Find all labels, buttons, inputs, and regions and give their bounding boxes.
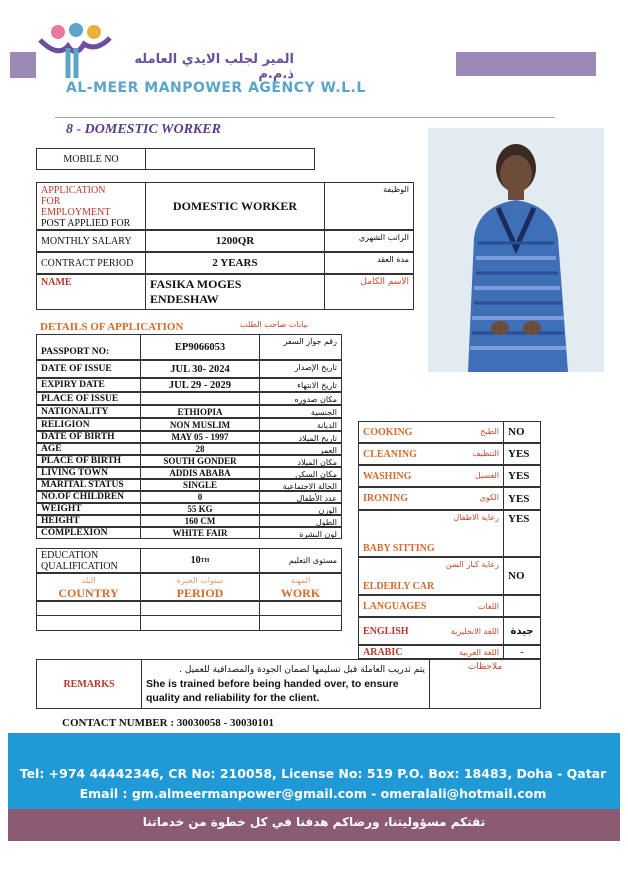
skill-ar: رعاية كبار السن (445, 560, 499, 569)
name-label: NAME (36, 274, 146, 310)
english-ar: اللغة الانجليزية (450, 626, 499, 636)
remarks-en-line2: quality and reliability for the client. (146, 692, 320, 704)
contract-ar-text: مدة العقد (377, 255, 409, 264)
detail-ar-text: الحالة الاجتماعية (282, 482, 337, 491)
company-name-arabic: المير لجلب الايدي العامله ذ.م.م (134, 52, 294, 82)
languages-header (358, 595, 504, 617)
skill-label: WASHING (363, 470, 412, 482)
detail-value: 0 (140, 491, 260, 503)
detail-label: PASSPORT NO: (36, 334, 141, 360)
footer-line1: Tel: +974 44442346, CR No: 210058, License No: 519 P.O. Box: 18483, Doha - Qatar (19, 766, 607, 781)
detail-ar-text: تاريخ الميلاد (298, 434, 337, 443)
mobile-value (145, 148, 315, 170)
section-title: 8 - DOMESTIC WORKER (66, 122, 221, 137)
detail-ar-text: الجنسية (310, 408, 337, 417)
mobile-label: MOBILE NO (36, 148, 146, 170)
detail-ar (259, 418, 342, 431)
detail-ar-text: الطول (315, 518, 337, 527)
english-label: ENGLISH (363, 625, 409, 637)
detail-ar (259, 443, 342, 455)
detail-ar-text: تاريخ الانتهاء (297, 381, 337, 390)
detail-value: ADDIS ABABA (140, 467, 260, 479)
skill-row-inner (363, 427, 499, 438)
education-sup: TH (200, 557, 210, 564)
work-header-en: WORK (280, 586, 321, 600)
detail-value: JUL 30- 2024 (140, 360, 260, 378)
detail-ar (259, 360, 342, 378)
detail-label: AGE (36, 443, 141, 455)
experience-cell (36, 601, 141, 616)
arabic-row (358, 645, 504, 659)
arabic-label: ARABIC (363, 646, 403, 658)
education-label-line1: EDUCATION (41, 549, 99, 561)
post-applied-value: DOMESTIC WORKER (145, 182, 325, 230)
experience-cell (259, 615, 342, 631)
post-applied-ar-text: الوظيفة (383, 185, 409, 194)
detail-value: JUL 29 - 2029 (140, 378, 260, 392)
detail-label: RELIGION (36, 418, 141, 431)
detail-value: 160 CM (140, 515, 260, 527)
company-name-english: AL-MEER MANPOWER AGENCY W.L.L (66, 80, 366, 96)
skill-value: YES (503, 487, 541, 510)
application-label-line2: FOR (41, 196, 61, 207)
remarks-label: REMARKS (36, 659, 142, 709)
details-ar: بيانات صاحب الطلب (240, 320, 309, 329)
salary-ar (324, 230, 414, 252)
languages-label: LANGUAGES (363, 600, 427, 612)
footer-line2: Email : gm.almeermanpower@gmail.com - omeralali@hotmail.com (79, 786, 547, 801)
skill-ar: الطبخ (480, 426, 499, 436)
remarks-en-line1: She is trained before being handed over, to ensure (146, 678, 399, 690)
detail-ar-text: تاريخ الإصدار (294, 363, 337, 372)
detail-label: WEIGHT (36, 503, 141, 515)
skill-label: COOKING (363, 426, 413, 438)
detail-label: PLACE OF ISSUE (36, 392, 141, 405)
skill-row (358, 557, 504, 595)
skill-label: CLEANING (363, 448, 417, 460)
skill-label: ELDERLY CAR (363, 581, 435, 592)
education-label (36, 548, 141, 573)
skill-value: YES (503, 443, 541, 465)
detail-label: HEIGHT (36, 515, 141, 527)
detail-ar-text: عدد الأطفال (296, 494, 337, 503)
detail-ar (259, 515, 342, 527)
salary-label: MONTHLY SALARY (36, 230, 146, 252)
application-label-line3: EMPLOYMENT (41, 207, 111, 218)
detail-value: SOUTH GONDER (140, 455, 260, 467)
remarks-text (141, 659, 430, 709)
skill-value: YES (503, 510, 541, 557)
detail-label: NATIONALITY (36, 405, 141, 418)
detail-value: MAY 05 - 1997 (140, 431, 260, 443)
detail-ar-text: الوزن (318, 506, 337, 515)
detail-ar-text: مكان صدوره (294, 395, 337, 404)
detail-label: MARITAL STATUS (36, 479, 141, 491)
detail-label: DATE OF ISSUE (36, 360, 141, 378)
detail-ar (259, 527, 342, 539)
detail-ar-text: العمر (319, 446, 337, 455)
detail-value: SINGLE (140, 479, 260, 491)
detail-ar (259, 405, 342, 418)
detail-value: 55 KG (140, 503, 260, 515)
detail-ar (259, 378, 342, 392)
period-header (140, 573, 260, 601)
detail-ar (259, 479, 342, 491)
name-ar-text: الاسم الكامل (360, 277, 409, 287)
detail-label: NO.OF CHILDREN (36, 491, 141, 503)
detail-value (140, 392, 260, 405)
header-divider (55, 117, 555, 118)
contract-label: CONTRACT PERIOD (36, 252, 146, 274)
detail-value: NON MUSLIM (140, 418, 260, 431)
skill-value: NO (503, 421, 541, 443)
detail-value: 28 (140, 443, 260, 455)
skill-ar: رعاية الاطفال (453, 513, 499, 522)
name-line1: FASIKA MOGES (150, 277, 242, 291)
education-value-text: 10 (190, 555, 201, 566)
detail-label: EXPIRY DATE (36, 378, 141, 392)
details-label: DETAILS OF APPLICATION (40, 321, 184, 333)
languages-ar: اللغات (477, 601, 499, 611)
skill-label: BABY SITTING (363, 543, 435, 554)
skill-label: IRONING (363, 493, 409, 504)
skill-ar: الكوي (479, 493, 499, 502)
skill-row (358, 443, 504, 465)
skill-ar: الغسيل (474, 470, 499, 480)
contact-number: CONTACT NUMBER : 30030058 - 30030101 (62, 717, 274, 729)
skill-row-inner (363, 493, 499, 504)
skill-row-inner (363, 449, 499, 460)
salary-value: 1200QR (145, 230, 325, 252)
detail-ar (259, 334, 342, 360)
skill-row (358, 421, 504, 443)
arabic-ar: اللغة العربية (459, 647, 499, 657)
detail-ar (259, 503, 342, 515)
work-header-ar: المهنة (290, 576, 311, 585)
arabic-value: - (503, 645, 541, 659)
skill-value: NO (503, 557, 541, 595)
detail-value: ETHIOPIA (140, 405, 260, 418)
country-header-ar: البلد (81, 576, 96, 585)
header-bar (456, 52, 596, 76)
applicant-photo (428, 128, 604, 372)
detail-ar-text: لون البشرة (299, 530, 337, 539)
languages-value (503, 595, 541, 617)
education-ar (259, 548, 342, 573)
country-header (36, 573, 141, 601)
work-header (259, 573, 342, 601)
application-label-line1: APPLICATION (41, 185, 106, 196)
detail-ar-text: مكان السكن (295, 470, 337, 479)
remarks-ar-label (429, 659, 541, 709)
detail-value: EP9066053 (140, 334, 260, 360)
detail-value: WHITE FAIR (140, 527, 260, 539)
experience-cell (259, 601, 342, 616)
detail-label: DATE OF BIRTH (36, 431, 141, 443)
application-label (36, 182, 146, 230)
english-row (358, 617, 504, 645)
education-ar-text: مستوى التعليم (288, 556, 337, 565)
contract-value: 2 YEARS (145, 252, 325, 274)
post-applied-ar (324, 182, 414, 230)
detail-label: LIVING TOWN (36, 467, 141, 479)
remarks-ar-label-text: ملاحظات (467, 662, 503, 672)
contract-ar (324, 252, 414, 274)
detail-label: COMPLEXION (36, 527, 141, 539)
name-value (145, 274, 325, 310)
skill-value: YES (503, 465, 541, 487)
detail-ar-text: الديانة (316, 421, 337, 430)
english-value: جيدة (503, 617, 541, 645)
experience-cell (36, 615, 141, 631)
remarks-ar-text: يتم تدريب العاملة قبل تسليمها لضمان الجودة والمصداقية للعميل . (179, 665, 425, 675)
skill-row (358, 487, 504, 510)
detail-label: PLACE OF BIRTH (36, 455, 141, 467)
period-header-en: PERIOD (176, 586, 224, 600)
footer-slogan: تقتكم مسؤوليتنا، ورضاكم هدفنا في كل خطوة من خدماتنا (142, 815, 486, 829)
detail-ar (259, 392, 342, 405)
name-ar (324, 274, 414, 310)
education-label-line2: QUALIFICATION (41, 560, 118, 572)
skill-row-inner (363, 471, 499, 482)
detail-ar (259, 491, 342, 503)
experience-cell (140, 615, 260, 631)
skill-row (358, 465, 504, 487)
experience-cell (140, 601, 260, 616)
detail-ar-text: رقم جواز السفر (283, 337, 337, 346)
period-header-ar: سنوات الخبرة (176, 576, 224, 585)
detail-ar (259, 455, 342, 467)
salary-ar-text: الراتب الشهري (358, 233, 409, 242)
detail-ar (259, 431, 342, 443)
name-line2: ENDESHAW (150, 292, 219, 306)
skill-row (358, 510, 504, 557)
detail-ar (259, 467, 342, 479)
country-header-en: COUNTRY (58, 586, 119, 600)
detail-ar-text: مكان الميلاد (297, 458, 337, 467)
post-applied-label: POST APPLIED FOR (41, 218, 131, 229)
skill-ar: التنظيف (472, 448, 499, 458)
education-value (140, 548, 260, 573)
